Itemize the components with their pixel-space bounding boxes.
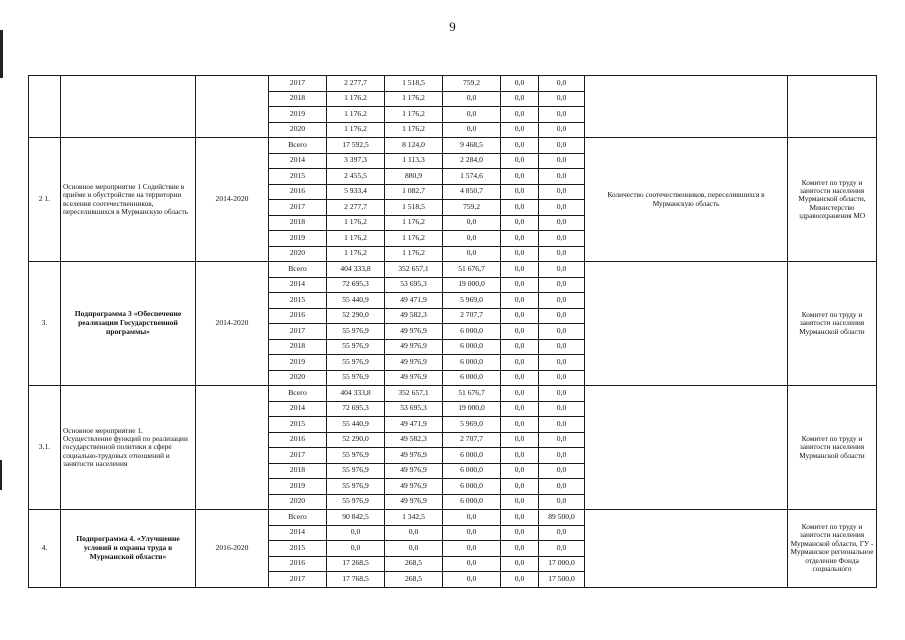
value-cell: 0,0: [501, 324, 539, 340]
value-cell: 0,0: [385, 525, 443, 541]
value-cell: 0,0: [539, 308, 585, 324]
responsible-cell: Комитет по труду и занятости населения Мурманской области, Министерство здравоохранения МО: [788, 138, 877, 262]
value-cell: 1 082,7: [385, 184, 443, 200]
value-cell: 17 592,5: [327, 138, 385, 154]
value-cell: 0,0: [443, 556, 501, 572]
scan-edge-mark: [0, 30, 3, 78]
value-cell: 0,0: [443, 525, 501, 541]
value-cell: 880,9: [385, 169, 443, 185]
table-row: [29, 262, 877, 278]
year-cell: 2014: [269, 401, 327, 417]
value-cell: 1 176,2: [327, 246, 385, 262]
value-cell: 0,0: [539, 246, 585, 262]
value-cell: 0,0: [501, 246, 539, 262]
period-cell: 2016-2020: [196, 510, 269, 588]
value-cell: 0,0: [443, 572, 501, 588]
value-cell: 0,0: [327, 541, 385, 557]
value-cell: 0,0: [443, 215, 501, 231]
year-cell: 2018: [269, 91, 327, 107]
value-cell: 0,0: [539, 169, 585, 185]
value-cell: 53 695,3: [385, 401, 443, 417]
value-cell: 0,0: [501, 200, 539, 216]
value-cell: 52 290,0: [327, 432, 385, 448]
year-cell: 2018: [269, 215, 327, 231]
value-cell: 0,0: [501, 339, 539, 355]
value-cell: 6 000,0: [443, 494, 501, 510]
table-row: [29, 138, 877, 154]
value-cell: 0,0: [501, 215, 539, 231]
responsible-cell: Комитет по труду и занятости населения Мурманской области: [788, 262, 877, 386]
value-cell: 6 000,0: [443, 339, 501, 355]
year-cell: 2015: [269, 417, 327, 433]
value-cell: 49 976,9: [385, 355, 443, 371]
year-cell: Всего: [269, 262, 327, 278]
year-cell: 2019: [269, 479, 327, 495]
table-row: [29, 510, 877, 526]
value-cell: 1 176,2: [385, 215, 443, 231]
year-cell: 2019: [269, 231, 327, 247]
value-cell: 0,0: [501, 308, 539, 324]
value-cell: 55 440,9: [327, 293, 385, 309]
indicator-cell: [585, 510, 788, 588]
year-cell: 2017: [269, 572, 327, 588]
value-cell: 6 000,0: [443, 448, 501, 464]
value-cell: 6 000,0: [443, 370, 501, 386]
year-cell: 2016: [269, 556, 327, 572]
value-cell: 0,0: [501, 479, 539, 495]
value-cell: 49 471,9: [385, 417, 443, 433]
value-cell: 0,0: [501, 231, 539, 247]
value-cell: 1 176,2: [327, 215, 385, 231]
value-cell: 0,0: [443, 510, 501, 526]
value-cell: 49 976,9: [385, 370, 443, 386]
value-cell: 0,0: [539, 401, 585, 417]
value-cell: 90 842,5: [327, 510, 385, 526]
year-cell: 2018: [269, 339, 327, 355]
item-name: Подпрограмма 4. «Улучшение условий и охраны труда в Мурманской области»: [61, 510, 196, 588]
value-cell: 5 933,4: [327, 184, 385, 200]
value-cell: 0,0: [501, 138, 539, 154]
value-cell: 1 574,6: [443, 169, 501, 185]
value-cell: 0,0: [539, 448, 585, 464]
indicator-cell: [585, 76, 788, 138]
value-cell: 72 695,3: [327, 277, 385, 293]
value-cell: 2 277,7: [327, 200, 385, 216]
item-name: [61, 76, 196, 138]
year-cell: 2020: [269, 494, 327, 510]
value-cell: 55 976,9: [327, 494, 385, 510]
value-cell: 0,0: [539, 324, 585, 340]
value-cell: 0,0: [539, 463, 585, 479]
year-cell: 2017: [269, 200, 327, 216]
value-cell: 72 695,3: [327, 401, 385, 417]
period-cell: 2014-2020: [196, 138, 269, 262]
value-cell: 1 176,2: [385, 231, 443, 247]
value-cell: 1 342,5: [385, 510, 443, 526]
year-cell: 2016: [269, 432, 327, 448]
year-cell: 2017: [269, 448, 327, 464]
value-cell: 49 976,9: [385, 494, 443, 510]
value-cell: 0,0: [385, 541, 443, 557]
value-cell: 55 976,9: [327, 448, 385, 464]
value-cell: 0,0: [539, 417, 585, 433]
item-name: Подпрограмма 3 «Обеспечение реализации Государственной программы»: [61, 262, 196, 386]
page-number: 9: [449, 19, 456, 34]
value-cell: 0,0: [539, 479, 585, 495]
value-cell: 89 500,0: [539, 510, 585, 526]
value-cell: 0,0: [539, 541, 585, 557]
value-cell: 6 000,0: [443, 479, 501, 495]
value-cell: 0,0: [443, 246, 501, 262]
value-cell: 55 976,9: [327, 479, 385, 495]
item-number: 4.: [29, 510, 61, 588]
value-cell: 0,0: [501, 401, 539, 417]
value-cell: 0,0: [539, 293, 585, 309]
value-cell: 0,0: [443, 541, 501, 557]
value-cell: 49 471,9: [385, 293, 443, 309]
value-cell: 0,0: [501, 262, 539, 278]
year-cell: 2014: [269, 525, 327, 541]
value-cell: 0,0: [501, 556, 539, 572]
value-cell: 6 000,0: [443, 463, 501, 479]
value-cell: 759,2: [443, 76, 501, 92]
value-cell: 0,0: [539, 200, 585, 216]
year-cell: 2015: [269, 541, 327, 557]
value-cell: 0,0: [501, 355, 539, 371]
value-cell: 0,0: [539, 370, 585, 386]
value-cell: 55 976,9: [327, 355, 385, 371]
value-cell: 0,0: [539, 432, 585, 448]
value-cell: 2 707,7: [443, 432, 501, 448]
value-cell: 268,5: [385, 572, 443, 588]
value-cell: 0,0: [539, 122, 585, 138]
value-cell: 0,0: [443, 91, 501, 107]
value-cell: 0,0: [501, 107, 539, 123]
value-cell: 55 440,9: [327, 417, 385, 433]
value-cell: 0,0: [539, 153, 585, 169]
year-cell: 2016: [269, 184, 327, 200]
value-cell: 5 969,0: [443, 293, 501, 309]
value-cell: 0,0: [539, 184, 585, 200]
responsible-cell: [788, 76, 877, 138]
value-cell: 1 176,2: [327, 107, 385, 123]
table-row: [29, 386, 877, 402]
year-cell: 2015: [269, 293, 327, 309]
value-cell: 0,0: [539, 231, 585, 247]
item-number: 2 1.: [29, 138, 61, 262]
value-cell: 0,0: [443, 122, 501, 138]
item-number: [29, 76, 61, 138]
value-cell: 0,0: [501, 153, 539, 169]
year-cell: 2019: [269, 107, 327, 123]
value-cell: 19 000,0: [443, 401, 501, 417]
value-cell: 0,0: [501, 510, 539, 526]
value-cell: 49 582,3: [385, 432, 443, 448]
value-cell: 49 976,9: [385, 324, 443, 340]
value-cell: 17 000,0: [539, 556, 585, 572]
value-cell: 1 176,2: [327, 122, 385, 138]
value-cell: 404 333,8: [327, 262, 385, 278]
responsible-cell: Комитет по труду и занятости населения Мурманской области: [788, 386, 877, 510]
budget-table: [28, 75, 877, 588]
value-cell: 1 518,5: [385, 200, 443, 216]
value-cell: 17 268,5: [327, 556, 385, 572]
value-cell: 268,5: [385, 556, 443, 572]
value-cell: 0,0: [501, 122, 539, 138]
indicator-cell: [585, 262, 788, 386]
year-cell: 2017: [269, 324, 327, 340]
value-cell: 4 850,7: [443, 184, 501, 200]
value-cell: 0,0: [539, 494, 585, 510]
year-cell: 2014: [269, 277, 327, 293]
value-cell: 0,0: [501, 417, 539, 433]
value-cell: 49 582,3: [385, 308, 443, 324]
value-cell: 2 455,5: [327, 169, 385, 185]
indicator-cell: Количество соотечественников, переселившихся в Мурманскую область: [585, 138, 788, 262]
value-cell: 404 333,8: [327, 386, 385, 402]
value-cell: 49 976,9: [385, 448, 443, 464]
value-cell: 0,0: [539, 355, 585, 371]
item-name: Основное мероприятие 1 Содействие в приёме и обустройстве на территории вселения соотечественников, переселившихся в Мурманскую область: [61, 138, 196, 262]
value-cell: 759,2: [443, 200, 501, 216]
value-cell: 2 707,7: [443, 308, 501, 324]
value-cell: 1 176,2: [327, 91, 385, 107]
year-cell: 2016: [269, 308, 327, 324]
value-cell: 352 657,1: [385, 386, 443, 402]
value-cell: 0,0: [501, 448, 539, 464]
value-cell: 0,0: [501, 370, 539, 386]
value-cell: 0,0: [443, 107, 501, 123]
period-cell: [196, 76, 269, 138]
value-cell: 55 976,9: [327, 339, 385, 355]
value-cell: 55 976,9: [327, 324, 385, 340]
value-cell: 8 124,0: [385, 138, 443, 154]
value-cell: 52 290,0: [327, 308, 385, 324]
responsible-cell: Комитет по труду и занятости населения Мурманской области, ГУ - Мурманское региональное отделение Фонда социального: [788, 510, 877, 588]
value-cell: 0,0: [501, 277, 539, 293]
year-cell: 2017: [269, 76, 327, 92]
value-cell: 6 000,0: [443, 355, 501, 371]
value-cell: 1 113,3: [385, 153, 443, 169]
value-cell: 0,0: [539, 262, 585, 278]
year-cell: Всего: [269, 510, 327, 526]
value-cell: 1 176,2: [385, 122, 443, 138]
value-cell: 2 277,7: [327, 76, 385, 92]
value-cell: 0,0: [539, 277, 585, 293]
value-cell: 0,0: [501, 386, 539, 402]
value-cell: 9 468,5: [443, 138, 501, 154]
value-cell: 53 695,3: [385, 277, 443, 293]
value-cell: 0,0: [501, 525, 539, 541]
value-cell: 17 768,5: [327, 572, 385, 588]
value-cell: 0,0: [327, 525, 385, 541]
indicator-cell: [585, 386, 788, 510]
year-cell: 2015: [269, 169, 327, 185]
value-cell: 0,0: [539, 91, 585, 107]
period-cell: [196, 386, 269, 510]
value-cell: 0,0: [501, 184, 539, 200]
value-cell: 1 176,2: [385, 246, 443, 262]
value-cell: 17 500,0: [539, 572, 585, 588]
value-cell: 1 176,2: [327, 231, 385, 247]
value-cell: 49 976,9: [385, 479, 443, 495]
year-cell: Всего: [269, 138, 327, 154]
value-cell: 0,0: [539, 76, 585, 92]
value-cell: 5 969,0: [443, 417, 501, 433]
value-cell: 0,0: [501, 91, 539, 107]
value-cell: 0,0: [539, 386, 585, 402]
year-cell: 2020: [269, 246, 327, 262]
value-cell: 0,0: [501, 293, 539, 309]
value-cell: 55 976,9: [327, 463, 385, 479]
value-cell: 0,0: [501, 76, 539, 92]
value-cell: 0,0: [501, 463, 539, 479]
value-cell: 0,0: [539, 215, 585, 231]
item-name: Основное мероприятие 1. Осуществление функций по реализации государственной политики в сфере социально-трудовых отношений и занятости населения: [61, 386, 196, 510]
value-cell: 0,0: [539, 138, 585, 154]
value-cell: 0,0: [501, 494, 539, 510]
year-cell: Всего: [269, 386, 327, 402]
value-cell: 3 397,3: [327, 153, 385, 169]
value-cell: 0,0: [443, 231, 501, 247]
year-cell: 2014: [269, 153, 327, 169]
value-cell: 352 657,1: [385, 262, 443, 278]
value-cell: 0,0: [539, 339, 585, 355]
value-cell: 2 284,0: [443, 153, 501, 169]
year-cell: 2018: [269, 463, 327, 479]
table-row: [29, 76, 877, 92]
item-number: 3.: [29, 262, 61, 386]
year-cell: 2020: [269, 122, 327, 138]
item-number: 3.1.: [29, 386, 61, 510]
value-cell: 0,0: [501, 169, 539, 185]
value-cell: 1 176,2: [385, 91, 443, 107]
value-cell: 1 518,5: [385, 76, 443, 92]
value-cell: 51 676,7: [443, 386, 501, 402]
value-cell: 0,0: [539, 525, 585, 541]
value-cell: 49 976,9: [385, 339, 443, 355]
value-cell: 0,0: [539, 107, 585, 123]
value-cell: 0,0: [501, 432, 539, 448]
period-cell: 2014-2020: [196, 262, 269, 386]
value-cell: 0,0: [501, 572, 539, 588]
value-cell: 19 000,0: [443, 277, 501, 293]
value-cell: 49 976,9: [385, 463, 443, 479]
value-cell: 1 176,2: [385, 107, 443, 123]
year-cell: 2019: [269, 355, 327, 371]
value-cell: 0,0: [501, 541, 539, 557]
year-cell: 2020: [269, 370, 327, 386]
value-cell: 6 000,0: [443, 324, 501, 340]
value-cell: 51 676,7: [443, 262, 501, 278]
value-cell: 55 976,9: [327, 370, 385, 386]
scan-edge-mark: [0, 460, 2, 490]
